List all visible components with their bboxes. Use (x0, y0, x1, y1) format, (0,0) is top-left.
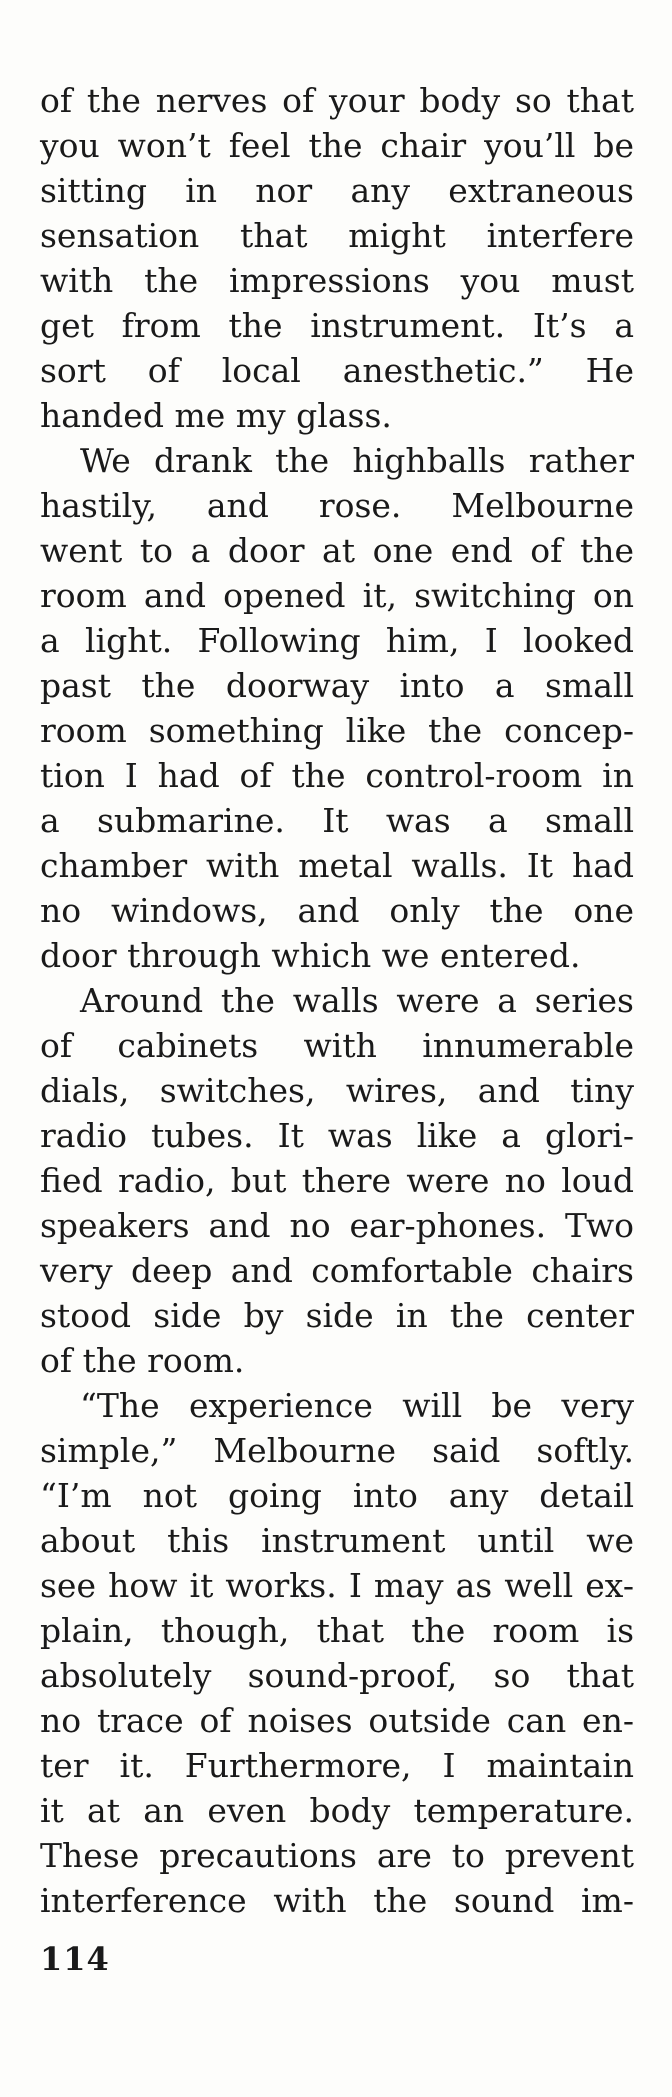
text-line: “I’m not going into any detail (40, 1476, 634, 1515)
text-line: hastily, and rose. Melbourne (40, 486, 634, 525)
text-line: “The experience will be very (80, 1386, 634, 1425)
text-line: went to a door at one end of the (40, 531, 634, 570)
text-line: interference with the sound im- (40, 1881, 634, 1920)
text-line: of the room. (40, 1341, 245, 1380)
text-line: past the doorway into a small (40, 666, 634, 705)
text-line: no trace of noises outside can en- (40, 1701, 634, 1740)
text-line: no windows, and only the one (40, 891, 634, 930)
text-line: radio tubes. It was like a glori- (40, 1116, 634, 1155)
page-number: 114 (40, 1940, 110, 1978)
text-line: you won’t feel the chair you’ll be (40, 126, 634, 165)
text-line: speakers and no ear-phones. Two (40, 1206, 634, 1245)
text-line: with the impressions you must (40, 261, 634, 300)
text-line: get from the instrument. It’s a (40, 306, 634, 345)
text-line: see how it works. I may as well ex- (40, 1566, 634, 1605)
text-line: ter it. Furthermore, I maintain (40, 1746, 634, 1785)
text-line: fied radio, but there were no loud (40, 1161, 634, 1200)
text-line: very deep and comfortable chairs (40, 1251, 634, 1290)
text-line: chamber with metal walls. It had (40, 846, 634, 885)
text-line: handed me my glass. (40, 396, 392, 435)
text-line: a submarine. It was a small (40, 801, 634, 840)
text-line: simple,” Melbourne said softly. (40, 1431, 634, 1470)
text-line: sort of local anesthetic.” He (40, 351, 634, 390)
text-line: absolutely sound-proof, so that (40, 1656, 634, 1695)
text-line: These precautions are to prevent (40, 1836, 634, 1875)
text-line: of the nerves of your body so that (40, 81, 634, 120)
text-line: sensation that might interfere (40, 216, 634, 255)
text-line: a light. Following him, I looked (40, 621, 634, 660)
text-line: it at an even body temperature. (40, 1791, 634, 1830)
body-text (40, 78, 634, 1923)
text-line: room and opened it, switching on (40, 576, 634, 615)
text-line: We drank the highballs rather (80, 441, 634, 480)
text-line: sitting in nor any extraneous (40, 171, 634, 210)
text-line: about this instrument until we (40, 1521, 634, 1560)
text-line: Around the walls were a series (80, 981, 634, 1020)
text-line: tion I had of the control-room in (40, 756, 634, 795)
text-line: room something like the concep- (40, 711, 634, 750)
text-line: of cabinets with innumerable (40, 1026, 634, 1065)
text-line: dials, switches, wires, and tiny (40, 1071, 634, 1110)
text-line: stood side by side in the center (40, 1296, 634, 1335)
text-line: plain, though, that the room is (40, 1611, 634, 1650)
text-line: door through which we entered. (40, 936, 581, 975)
